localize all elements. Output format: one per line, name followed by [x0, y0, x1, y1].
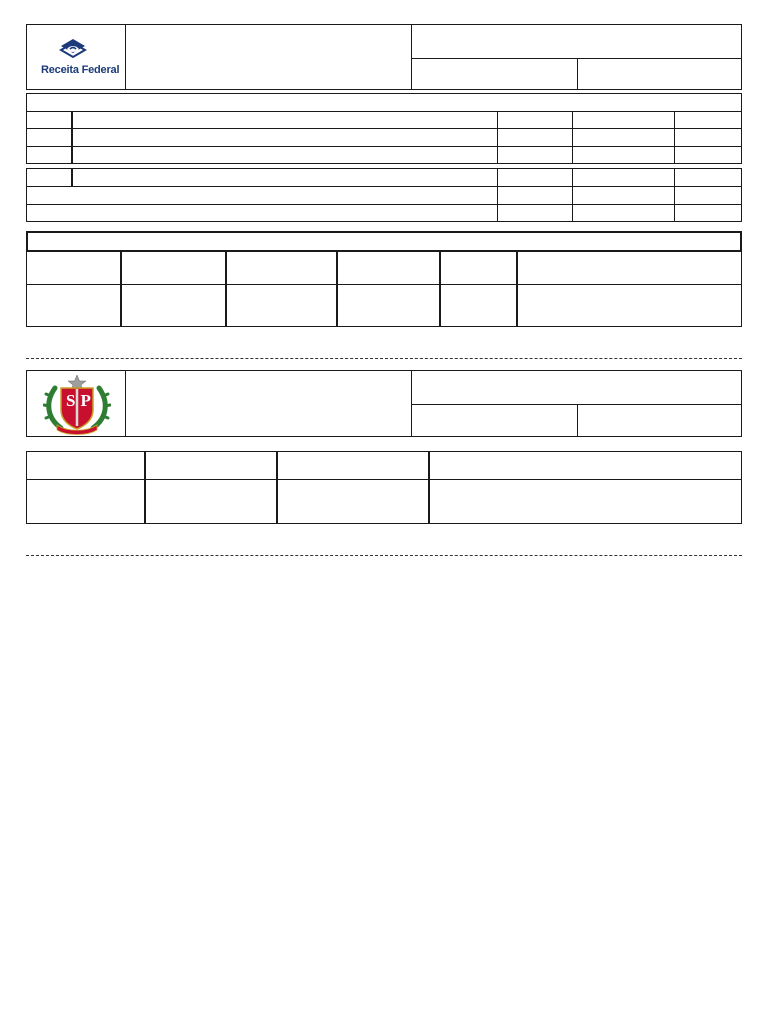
federal-payment-col-divider [336, 251, 338, 327]
federal-items-col-divider [674, 111, 675, 164]
federal-payment-grid [26, 251, 742, 327]
cut-line-separator [26, 555, 742, 556]
receita-federal-emblem-icon [58, 37, 88, 61]
federal-items-col-divider [71, 111, 73, 164]
state-field-cell-right [577, 404, 742, 437]
federal-payment-section-header [26, 231, 742, 252]
federal-payment-col-divider [439, 251, 441, 327]
receita-federal-logo-text: Receita Federal [41, 64, 120, 76]
state-payment-col-divider [144, 451, 146, 524]
federal-field-cell-right [577, 58, 742, 90]
federal-title-cell [125, 24, 412, 90]
federal-payment-col-divider [120, 251, 122, 327]
state-logo-cell [26, 370, 126, 437]
federal-totals-row-divider [26, 186, 742, 187]
sao-paulo-coat-of-arms-icon [43, 374, 111, 436]
federal-totals-col-divider [674, 168, 675, 222]
federal-logo-cell [26, 24, 126, 90]
federal-payment-col-divider [225, 251, 227, 327]
federal-top-right-cell [411, 24, 742, 59]
federal-totals-col-divider [497, 168, 498, 222]
state-payment-row-divider [26, 479, 742, 480]
federal-totals-col-divider [71, 168, 73, 186]
federal-items-section-header [26, 93, 742, 112]
federal-payment-col-divider [516, 251, 518, 327]
federal-items-col-divider [497, 111, 498, 164]
federal-totals-col-divider [572, 168, 573, 222]
federal-items-grid [26, 111, 742, 164]
federal-field-cell-left [411, 58, 578, 90]
state-top-right-cell [411, 370, 742, 405]
federal-items-row-divider [26, 128, 742, 129]
state-payment-grid [26, 451, 742, 524]
federal-totals-grid [26, 168, 742, 222]
federal-items-row-divider [26, 146, 742, 147]
state-logo-monogram: SP [66, 391, 96, 410]
federal-totals-row-divider [26, 204, 742, 205]
state-payment-col-divider [276, 451, 278, 524]
state-title-cell [125, 370, 412, 437]
federal-payment-row-divider [26, 284, 742, 285]
state-field-cell-left [411, 404, 578, 437]
federal-items-col-divider [572, 111, 573, 164]
state-payment-col-divider [428, 451, 430, 524]
cut-line-separator [26, 358, 742, 359]
